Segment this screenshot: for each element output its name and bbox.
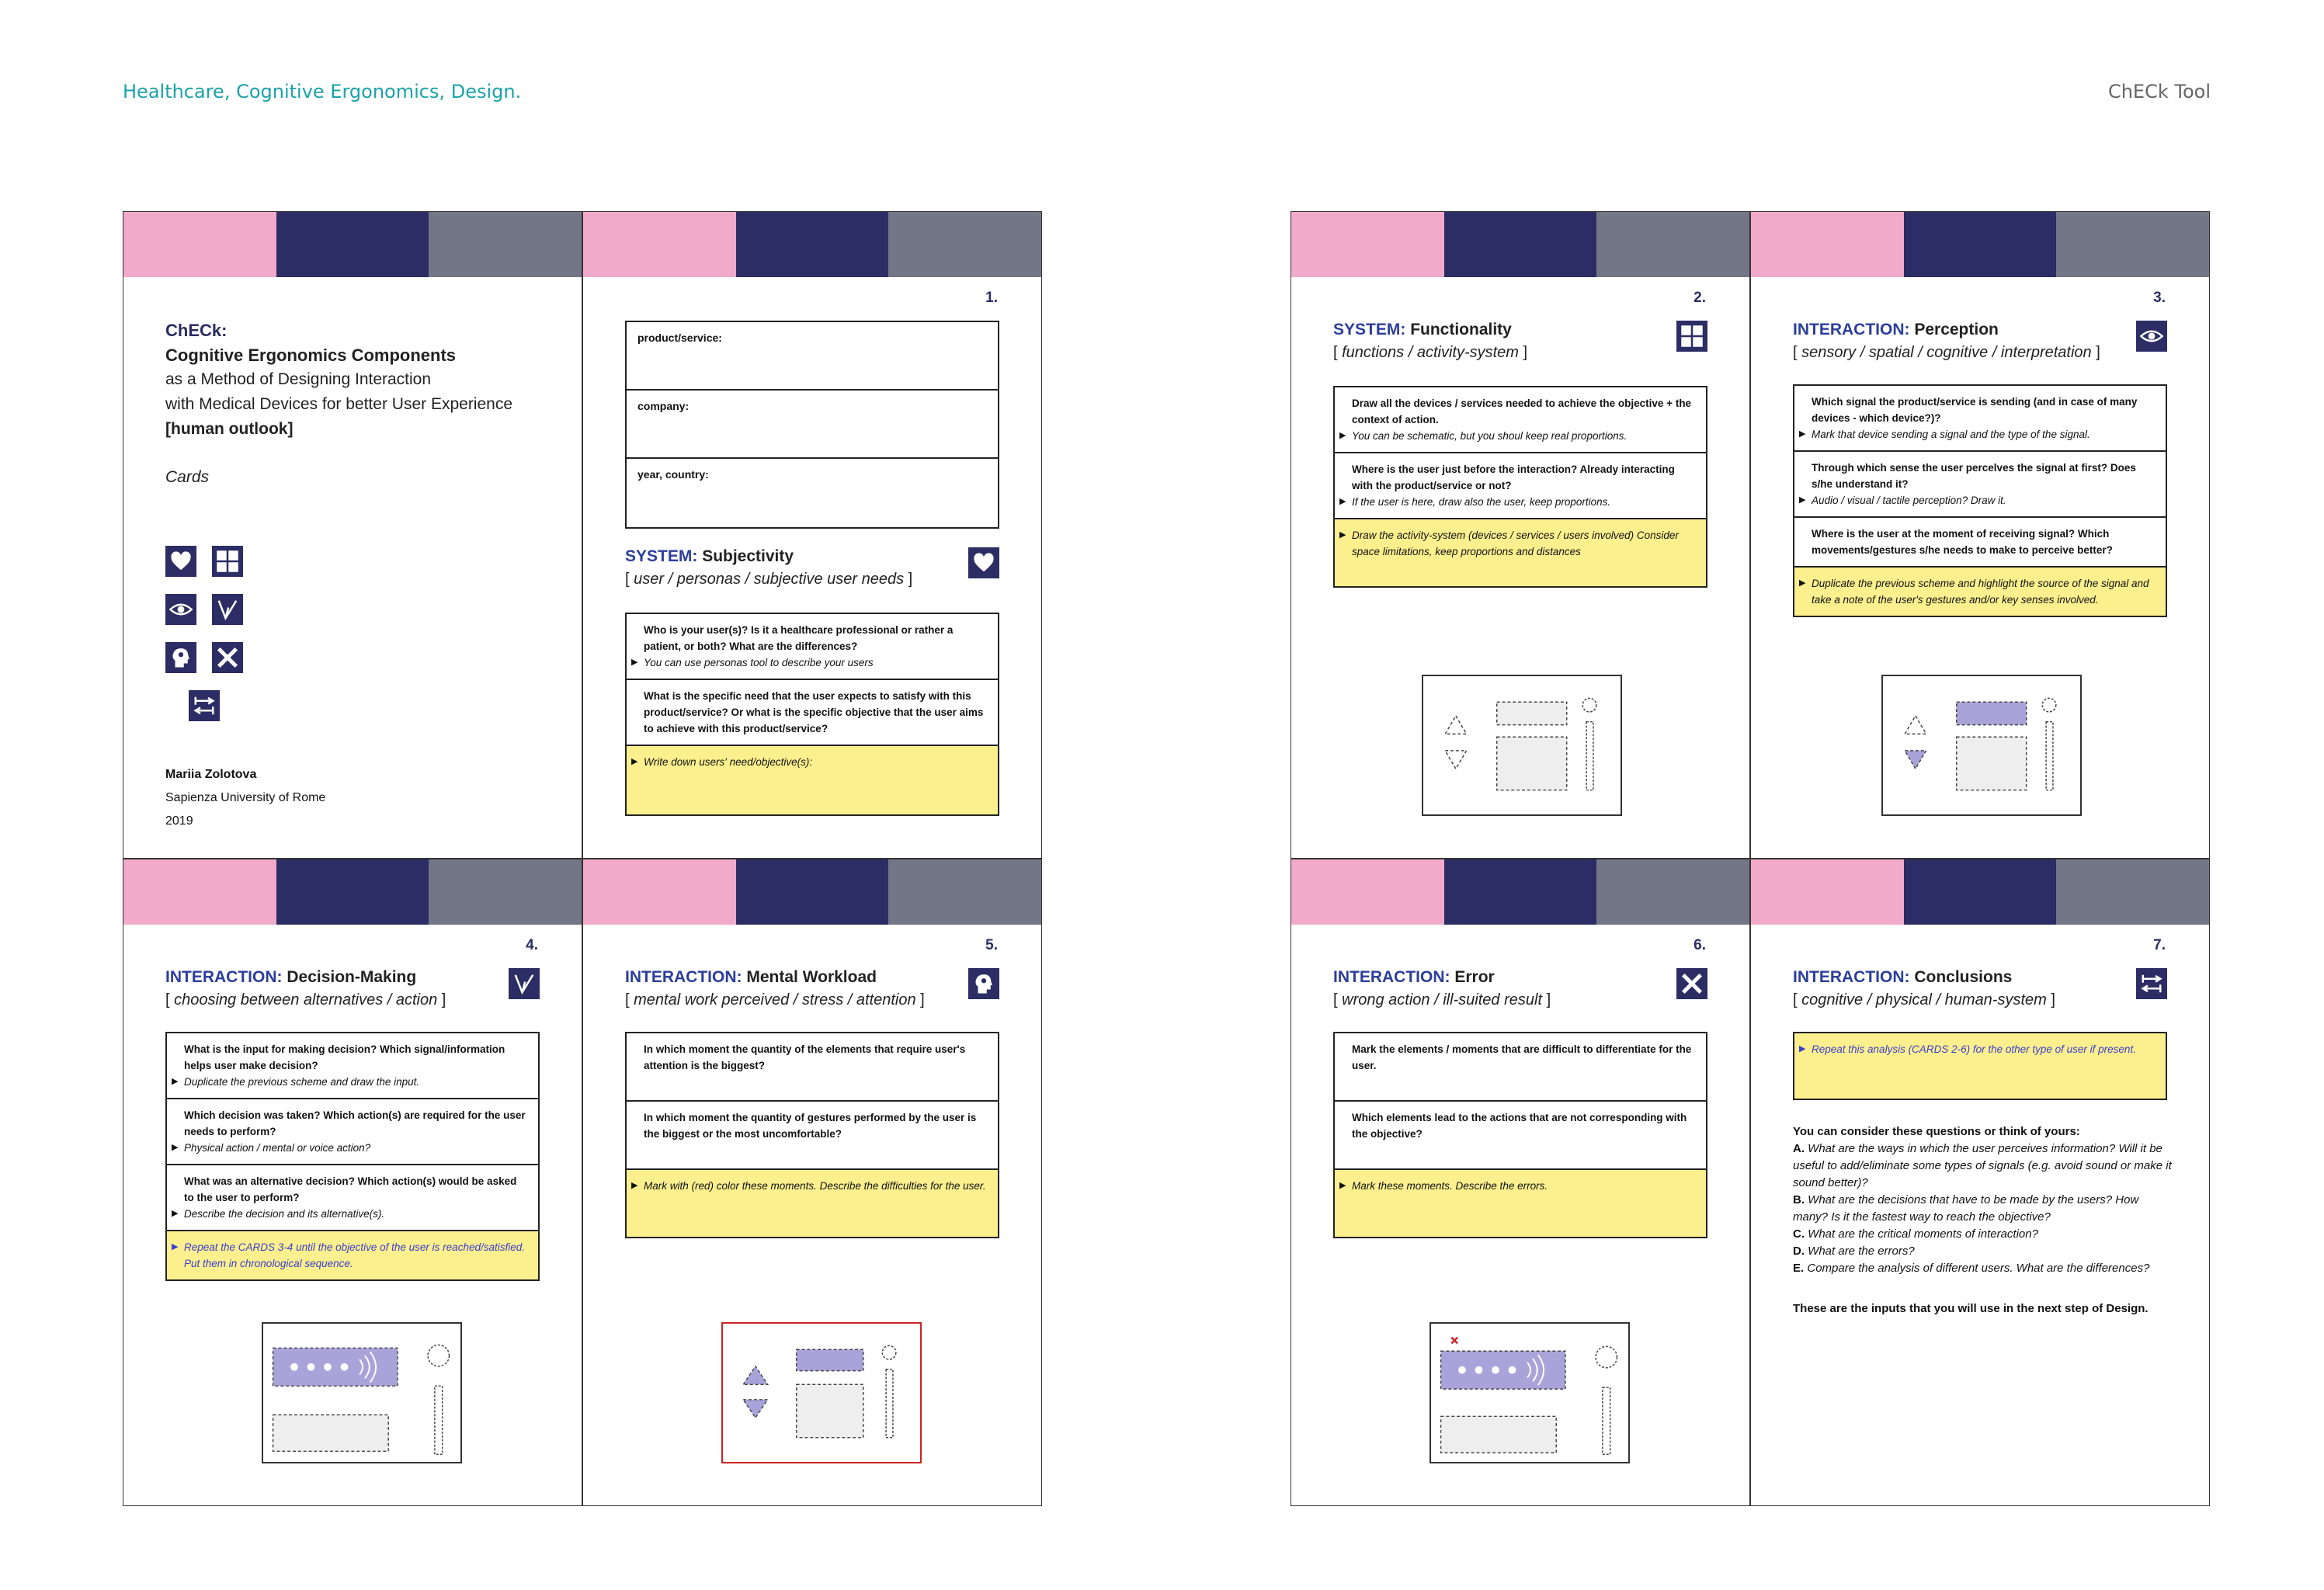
- color-bar: [1751, 859, 2209, 925]
- running-header-left: Healthcare, Cognitive Ergonomics, Design.: [123, 81, 522, 102]
- card-subtitle: [ choosing between alternatives / action ]: [165, 991, 446, 1009]
- branch-icon: [509, 968, 540, 999]
- heart-icon: [165, 546, 196, 577]
- cover-line: with Medical Devices for better User Experience: [165, 395, 513, 413]
- question-table: [165, 1032, 540, 1281]
- conclusions-text: [1793, 1123, 2173, 1317]
- color-bar: [123, 859, 582, 925]
- question-row: Which decision was taken? Which action(s) are required for the user needs to perform? ▶ Physical action / mental or voice action?: [167, 1099, 538, 1165]
- color-bar: [1751, 212, 2209, 277]
- card-perception: [1750, 211, 2210, 859]
- sketch-diagram: [1881, 675, 2082, 816]
- author-block: [165, 763, 325, 833]
- highlight-row: ▶ Repeat the CARDS 3-4 until the objective of the user is reached/satisfied. Put them in chronological sequence.: [167, 1231, 538, 1279]
- question-row: In which moment the quantity of gestures performed by the user is the biggest or the most uncomfortable?: [627, 1102, 998, 1170]
- card-subtitle: [ cognitive / physical / human-system ]: [1793, 991, 2055, 1009]
- card-subjectivity: [582, 211, 1042, 859]
- color-bar: [583, 212, 1041, 277]
- cover-cards-label: Cards: [165, 468, 210, 486]
- question-b: B. What are the decisions that have to be made by the users? How many? Is it the fastest way to reach the objective?: [1793, 1193, 2139, 1224]
- card-functionality: [1291, 211, 1750, 859]
- question-row: Which elements lead to the actions that are not corresponding with the objective?: [1335, 1102, 1706, 1170]
- color-bar: [1291, 859, 1749, 925]
- color-bar: [123, 212, 582, 277]
- color-bar: [583, 859, 1041, 925]
- question-row: Which signal the product/service is sending (and in case of many devices - which device?)? ▶ Mark that device sending a signal and the type of the signal.: [1794, 386, 2166, 452]
- card-mental-workload: [582, 859, 1042, 1506]
- highlight-row: ▶ Mark with (red) color these moments. Describe the difficulties for the user.: [627, 1170, 998, 1237]
- question-table: [625, 613, 999, 816]
- branch-icon: [212, 594, 243, 625]
- card-conclusions: [1750, 859, 2210, 1506]
- sketch-diagram: [262, 1322, 462, 1463]
- heart-icon: [968, 547, 999, 578]
- sketch-diagram: [1422, 675, 1622, 816]
- card-number: 3.: [2153, 290, 2166, 306]
- question-row: Through which sense the user percelves the signal at first? Does s/he understand it? ▶ Audio / visual / tactile perception? Draw it.: [1794, 452, 2166, 518]
- sketch-diagram: [721, 1322, 922, 1463]
- card-subtitle: [ functions / activity-system ]: [1333, 344, 1528, 361]
- cover-outlook: [human outlook]: [165, 420, 294, 438]
- question-row: What is the specific need that the user expects to satisfy with this product/service? Or what is the specific objective that the user aims to achieve with this product/service?: [627, 680, 998, 746]
- question-c: C. What are the critical moments of interaction?: [1793, 1227, 2038, 1241]
- card-title: INTERACTION: Conclusions: [1793, 968, 2013, 986]
- question-row: Who is your user(s)? Is it a healthcare professional or rather a patient, or both? What are the differences? ▶ You can use personas tool to describe your users: [627, 614, 998, 680]
- card-number: 4.: [526, 937, 538, 953]
- product-field: product/service:: [627, 322, 998, 391]
- highlight-row: ▶ Mark these moments. Describe the errors.: [1335, 1170, 1706, 1237]
- x-icon: [212, 642, 243, 673]
- card-subtitle: [ wrong action / ill-suited result ]: [1333, 991, 1551, 1009]
- card-number: 6.: [1693, 937, 1706, 953]
- color-bar: [1291, 212, 1749, 277]
- question-e: E. Compare the analysis of different users. What are the differences?: [1793, 1262, 2150, 1275]
- sketch-diagram: [1429, 1322, 1630, 1463]
- cover-subtitle: Cognitive Ergonomics Components: [165, 345, 457, 365]
- running-header-right: ChECk Tool: [2107, 81, 2211, 102]
- company-field: company:: [627, 391, 998, 459]
- author-university: Sapienza University of Rome: [165, 791, 326, 804]
- card-error: [1291, 859, 1750, 1506]
- question-row: In which moment the quantity of the elements that require user's attention is the biggest?: [627, 1033, 998, 1102]
- question-row: Where is the user at the moment of receiving signal? Which movements/gestures s/he needs to make to perceive better?: [1794, 518, 2166, 568]
- card-number: 2.: [1693, 290, 1706, 306]
- cover-title: ChECk:: [165, 321, 228, 340]
- highlight-row: ▶ Draw the activity-system (devices / services / users involved) Consider space limitations, keep proportions and distances: [1335, 519, 1706, 586]
- author-year: 2019: [165, 814, 193, 828]
- cover-line: as a Method of Designing Interaction: [165, 370, 432, 388]
- card-title: INTERACTION: Decision-Making: [165, 968, 417, 986]
- head-icon: [165, 642, 196, 673]
- grid-icon: [212, 546, 243, 577]
- question-row: Mark the elements / moments that are difficult to differentiate for the user.: [1335, 1033, 1706, 1102]
- arrows-icon: [189, 690, 220, 721]
- highlight-row: ▶ Write down users' need/objective(s):: [627, 746, 998, 814]
- eye-icon: [2136, 321, 2167, 352]
- arrows-icon: [2136, 968, 2167, 999]
- card-number: 5.: [985, 937, 998, 953]
- question-table: [1333, 1032, 1707, 1238]
- card-title: INTERACTION: Error: [1333, 968, 1495, 986]
- cover-card: [123, 211, 582, 859]
- card-title: INTERACTION: Mental Workload: [625, 968, 877, 986]
- conclusions-end: These are the inputs that you will use in the next step of Design.: [1793, 1302, 2149, 1315]
- card-title: SYSTEM: Functionality: [1333, 321, 1512, 338]
- product-form: [625, 321, 999, 529]
- question-table: [1333, 386, 1707, 588]
- question-table: [625, 1032, 999, 1238]
- conclusions-intro: You can consider these questions or think of yours:: [1793, 1125, 2080, 1138]
- question-row: What is the input for making decision? Which signal/information helps user make decision? ▶ Duplicate the previous scheme and draw the input.: [167, 1033, 538, 1099]
- question-row: What was an alternative decision? Which action(s) would be asked to the user to perform? ▶ Describe the decision and its alternative(s).: [167, 1165, 538, 1231]
- head-icon: [968, 968, 999, 999]
- question-a: A. What are the ways in which the user perceives information? Will it be useful to add/eliminate some types of signals (e.g. avoid sound or make it sound better)?: [1793, 1142, 2172, 1189]
- author-name: Mariia Zolotova: [165, 768, 257, 781]
- card-title: SYSTEM: Subjectivity: [625, 547, 794, 565]
- grid-icon: [1676, 321, 1707, 352]
- card-number: 7.: [2153, 937, 2166, 953]
- card-title: INTERACTION: Perception: [1793, 321, 1999, 338]
- highlight-row: ▶ Duplicate the previous scheme and highlight the source of the signal and take a note of the user's gestures and/or key senses involved.: [1794, 568, 2166, 616]
- question-row: Draw all the devices / services needed to achieve the objective + the context of action. ▶ You can be schematic, but you shoul keep real proportions.: [1335, 387, 1706, 453]
- question-table: [1793, 1032, 2167, 1100]
- year-country-field: year, country:: [637, 468, 709, 481]
- card-decision-making: [123, 859, 582, 1506]
- card-subtitle: [ mental work perceived / stress / attention ]: [625, 991, 925, 1009]
- card-number: 1.: [985, 290, 998, 306]
- highlight-row: ▶ Repeat this analysis (CARDS 2-6) for the other type of user if present.: [1794, 1033, 2166, 1099]
- card-subtitle: [ user / personas / subjective user needs ]: [625, 571, 913, 588]
- question-table: [1793, 384, 2167, 617]
- x-icon: [1676, 968, 1707, 999]
- card-subtitle: [ sensory / spatial / cognitive / interpretation ]: [1793, 344, 2100, 361]
- eye-icon: [165, 594, 196, 625]
- question-row: Where is the user just before the interaction? Already interacting with the product/service or not? ▶ If the user is here, draw also the user, keep proportions.: [1335, 453, 1706, 519]
- question-d: D. What are the errors?: [1793, 1245, 1915, 1258]
